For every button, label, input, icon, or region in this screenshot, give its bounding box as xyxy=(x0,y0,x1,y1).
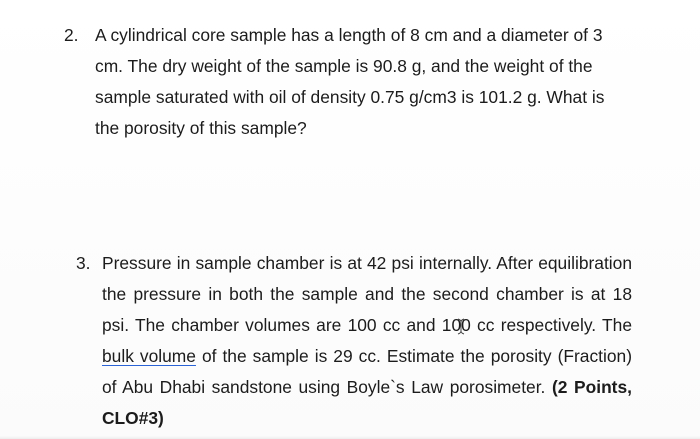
text-cursor-icon xyxy=(457,318,465,335)
question-3 xyxy=(76,248,632,434)
bulk-volume-link: bulk volume xyxy=(102,346,196,366)
question-2 xyxy=(64,20,630,144)
question-2-number: 2. xyxy=(64,25,79,45)
question-2-text: A cylindrical core sample has a length of 8 cm and a diameter of 3 cm. The dry weight of the sample is 90.8 g, and the weight of the sample saturated with oil of density 0.75 g/cm3 is 101.2 g. What is the porosity of this sample? xyxy=(95,25,605,138)
question-3-text xyxy=(102,248,632,434)
points-label: (2 Points, CLO#3) xyxy=(102,377,632,428)
question-3-text-part2: of the sample is 29 cc. Estimate the porosity (Fraction) of Abu Dhabi sandstone using Boyle`s Law porosimeter. xyxy=(102,346,632,397)
question-3-number: 3. xyxy=(76,253,91,273)
question-3-text-part1: Pressure in sample chamber is at 42 psi internally. After equilibration the pressure in both the sample and the second chamber is at 18 psi. The chamber volumes are 100 cc and 100 cc respectively. The xyxy=(102,253,632,335)
